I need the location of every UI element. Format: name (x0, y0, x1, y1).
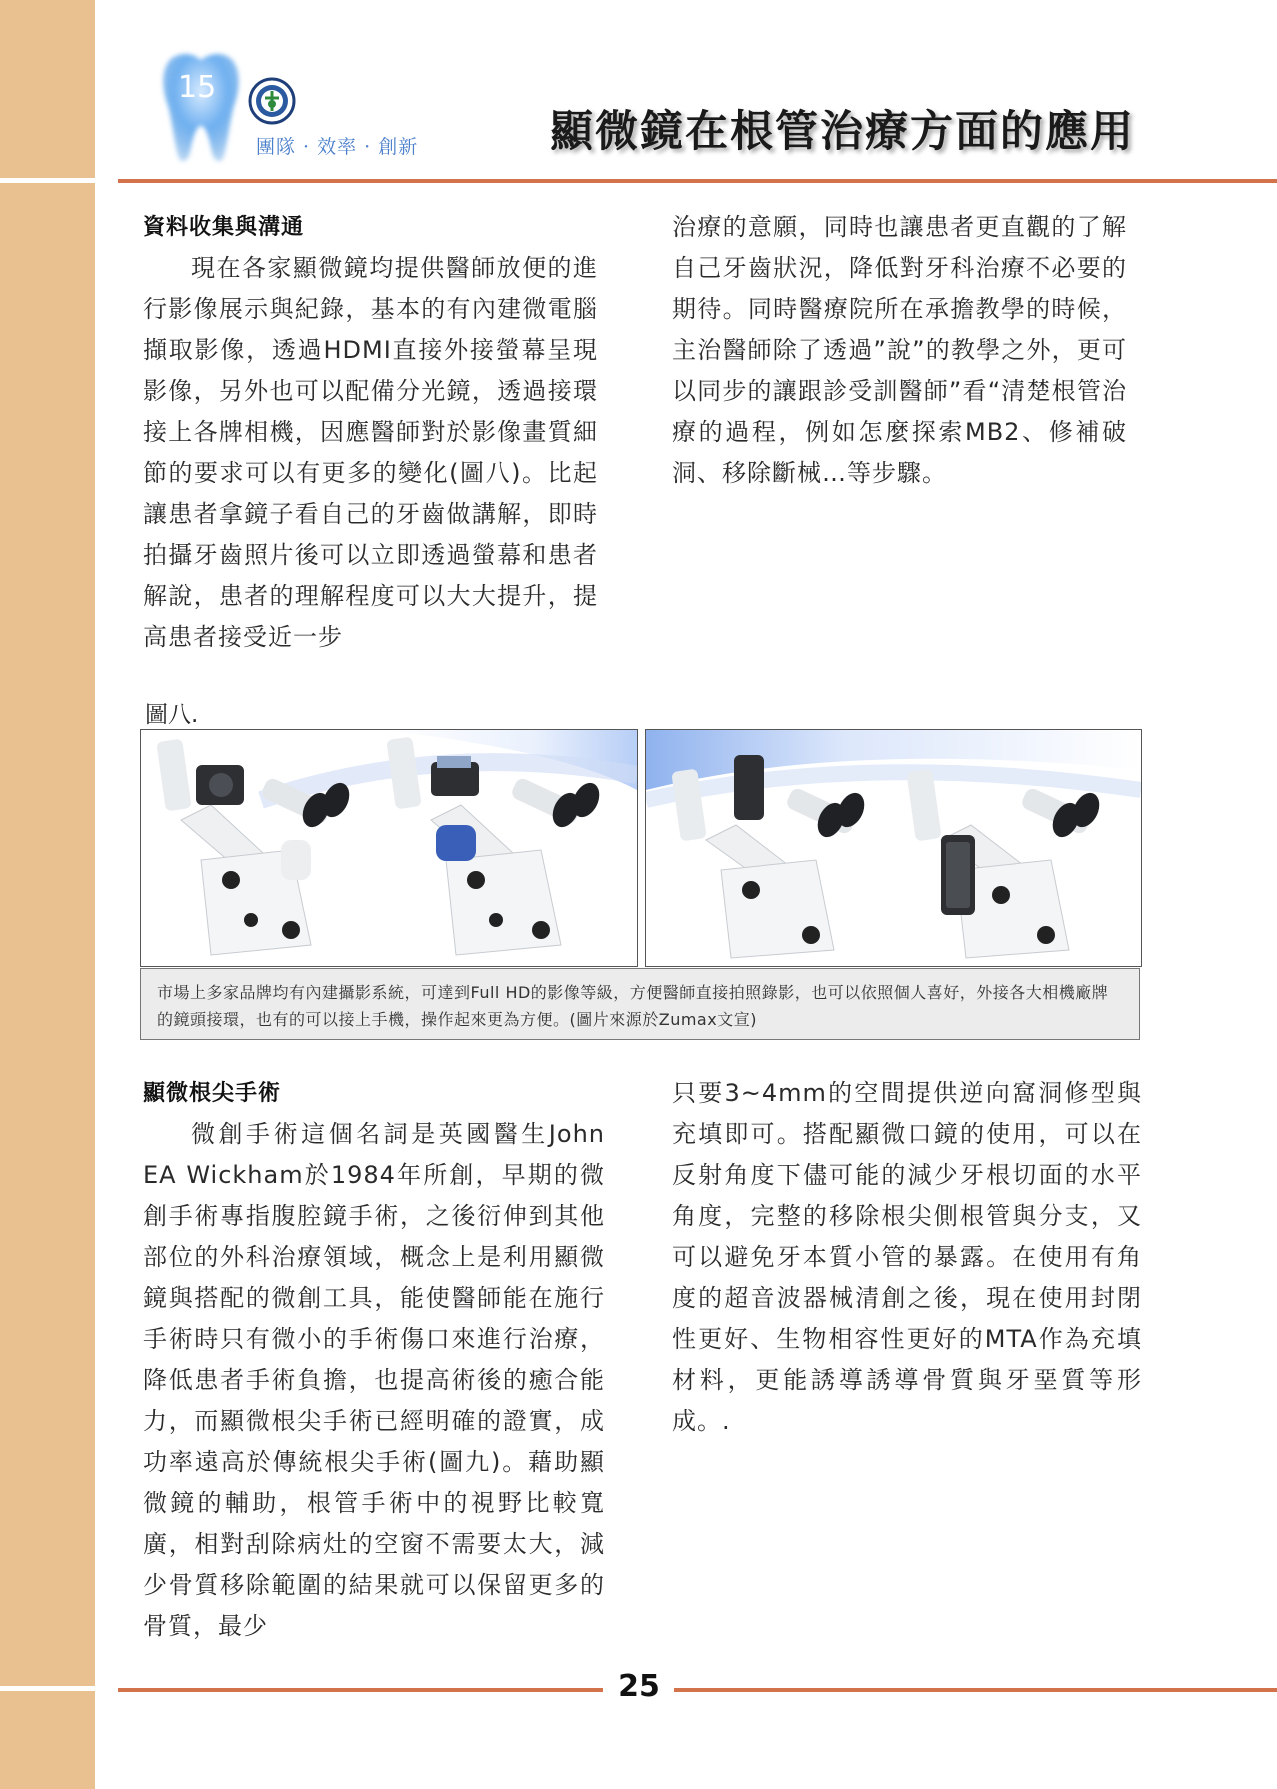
footer-rule (674, 1688, 1277, 1692)
page-title: 顯微鏡在根管治療方面的應用 (550, 107, 1135, 157)
section2-column-right (672, 1073, 1142, 1442)
hospital-emblem-icon (248, 77, 296, 125)
paragraph: 現在各家顯微鏡均提供醫師放便的進行影像展示與紀錄，基本的有內建微電腦擷取影像，透過HDMI直接外接螢幕呈現影像，另外也可以配備分光鏡，透過接環接上各牌相機，因應醫師對於影像畫質細節的要求可以有更多的變化(圖八)。比起讓患者拿鏡子看自己的牙齒做講解，即時拍攝牙齒照片後可以立即透過螢幕和患者解說，患者的理解程度可以大大提升，提高患者接受近一步 (143, 254, 598, 651)
footer-rule (118, 1688, 603, 1692)
section1-column-left (143, 207, 598, 658)
microscope-phone-photo (645, 729, 1142, 967)
page-number: 25 (618, 1669, 660, 1704)
section-heading: 資料收集與溝通 (143, 215, 305, 240)
section-heading: 顯微根尖手術 (143, 1081, 282, 1106)
issue-number: 15 (178, 70, 217, 105)
motto-text: 團隊 · 效率 · 創新 (256, 136, 419, 158)
paragraph: 治療的意願，同時也讓患者更直觀的了解自己牙齒狀況，降低對牙科治療不必要的期待。同時醫療院所在承擔教學的時候，主治醫師除了透過”說”的教學之外，更可以同步的讓跟診受訓醫師”看“清楚根管治療的過程，例如怎麼探索MB2、修補破洞、移除斷械…等步驟。 (672, 213, 1127, 487)
header-rule (118, 179, 1277, 183)
section1-column-right (672, 207, 1127, 494)
figure-label: 圖八. (145, 702, 199, 728)
paragraph: 微創手術這個名詞是英國醫生John EA Wickham於1984年所創，早期的微創手術專指腹腔鏡手術，之後衍伸到其他部位的外科治療領域，概念上是利用顯微鏡與搭配的微創工具，能使醫師能在施行手術時只有微小的手術傷口來進行治療，降低患者手術負擔，也提高術後的癒合能力，而顯微根尖手術已經明確的證實，成功率遠高於傳統根尖手術(圖九)。藉助顯微鏡的輔助，根管手術中的視野比較寬廣，相對刮除病灶的空窗不需要太大，減少骨質移除範圍的結果就可以保留更多的骨質，最少 (143, 1120, 605, 1640)
section2-column-left (143, 1073, 605, 1647)
figure-caption: 市場上多家品牌均有內建攝影系統，可達到Full HD的影像等級，方便醫師直接拍照錄影，也可以依照個人喜好，外接各大相機廠牌的鏡頭接環，也有的可以接上手機，操作起來更為方便。(圖片來源於Zumax文宣) (140, 968, 1140, 1040)
tooth-logo-icon (158, 48, 244, 166)
microscope-camera-photo (140, 729, 638, 967)
sidebar-divider (0, 1686, 95, 1691)
paragraph: 只要3~4mm的空間提供逆向窩洞修型與充填即可。搭配顯微口鏡的使用，可以在反射角度下儘可能的減少牙根切面的水平角度，完整的移除根尖側根管與分支，又可以避免牙本質小管的暴露。在使用有角度的超音波器械清創之後，現在使用封閉性更好、生物相容性更好的MTA作為充填材料，更能誘導誘導骨質與牙堊質等形成。. (672, 1079, 1142, 1435)
left-sidebar-band (0, 0, 95, 1789)
sidebar-divider (0, 178, 95, 183)
